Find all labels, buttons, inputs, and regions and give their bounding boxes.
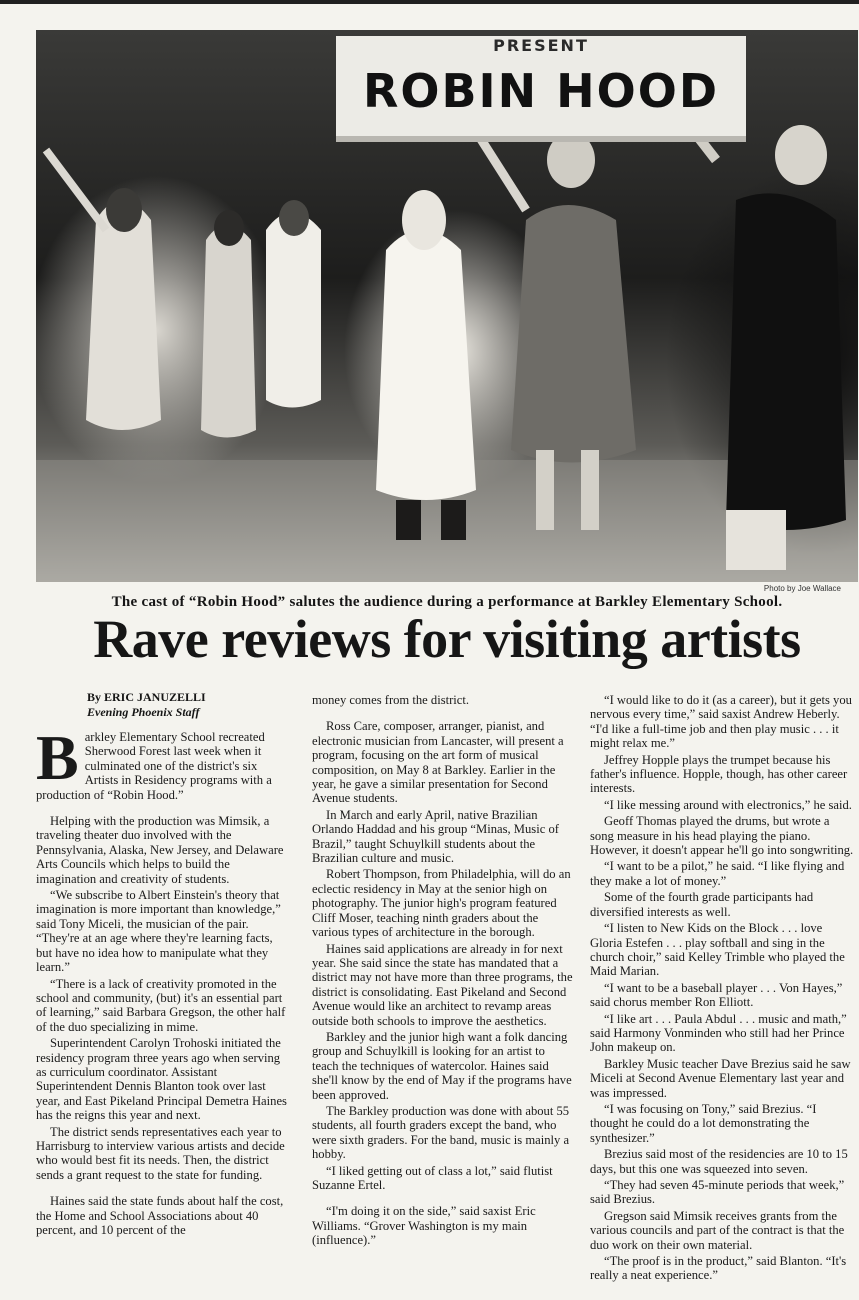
paragraph: “The proof is in the product,” said Blanton. “It's really a neat experience.” [590, 1254, 847, 1283]
article-column-3 [590, 693, 854, 1285]
paragraph: Barkley Music teacher Dave Brezius said he saw Miceli at Second Avenue Elementary last year and was impressed. [590, 1056, 851, 1100]
paragraph-text: arkley Elementary School recreated Sherwood Forest last week when it culminated one of the district's six Artists in Residency programs with a production of “Robin Hood.” [36, 730, 272, 802]
paragraph: In March and early April, native Brazilian Orlando Haddad and his group “Minas, Music of Brazil,” taught Schuylkill students about the Brazilian culture and music. [312, 807, 559, 866]
paragraph: “I liked getting out of class a lot,” said flutist Suzanne Ertel. [312, 1163, 553, 1192]
banner-top-text: PRESENT [493, 36, 589, 55]
paragraph: Haines said the state funds about half the cost, the Home and School Associations about 40 percent, and 10 percent of the [36, 1194, 284, 1237]
paragraph: money comes from the district. [312, 693, 470, 707]
drop-cap: B [36, 722, 79, 793]
paragraph: “There is a lack of creativity promoted in the school and community, (but) it's an essential part of learning,” said Barbara Gregson, the other half of the duo specializing in mime. [36, 976, 286, 1034]
paragraph: Robert Thompson, from Philadelphia, will do an eclectic residency in May at the senior high on photography. The junior high's program featured Cliff Moser, teaching ninth graders about the various types of architecture in the borough. [312, 867, 571, 940]
spacer [312, 709, 574, 719]
paragraph: Some of the fourth grade participants had diversified interests as well. [590, 890, 814, 919]
article-column-2 [312, 693, 574, 1250]
paragraph: Superintendent Carolyn Trohoski initiated the residency program three years ago when serving as curriculum coordinator. Assistant Superintendent Dennis Blanton took over last year, and East Pikeland Principal Demetra Haines has the reigns this year and next. [36, 1036, 287, 1123]
paragraph: The Barkley production was done with about 55 students, all fourth graders except the band, who were sixth graders. For the band, music is mainly a hobby. [312, 1103, 570, 1162]
robin-hood-banner [336, 36, 746, 142]
paragraph: “I like art . . . Paula Abdul . . . music and math,” said Harmony Vonminden who still had her Prince John makeup on. [590, 1011, 847, 1055]
byline-staff: Evening Phoenix Staff [87, 705, 200, 719]
paragraph: Gregson said Mimsik receives grants from the various councils and part of the contract is that the duo work on their own material. [590, 1208, 845, 1252]
spacer [312, 1194, 574, 1204]
paragraph: “I listen to New Kids on the Block . . . love Gloria Estefen . . . play softball and sing in the church choir,” said Kelley Trimble who played the Maid Marian. [590, 921, 845, 979]
photo-credit: Photo by Joe Wallace [763, 584, 841, 593]
paragraph: Ross Care, composer, arranger, pianist, and electronic musician from Lancaster, will present a program, focusing on the art form of musical composition, on May 8 at Barkley. Earlier in the year, he gave a similar presentation for Second Avenue students. [312, 719, 564, 806]
top-rule [0, 0, 859, 4]
paragraph: Geoff Thomas played the drums, but wrote a song measure in his head playing the piano. However, it doesn't appear he'll go into songwriting. [590, 814, 854, 858]
byline-author: By ERIC JANUZELLI [87, 690, 206, 704]
paragraph: Brezius said most of the residencies are 10 to 15 days, but this one was squeezed into seven. [590, 1147, 848, 1176]
paragraph: “I was focusing on Tony,” said Brezius. “I thought he could do a lot demonstrating the synthesizer.” [590, 1101, 817, 1145]
paragraph: Helping with the production was Mimsik, a traveling theater duo involved with the Pennsylvania, Alaska, New Jersey, and Delaware Arts Councils which helps to build the imagination and creativity of students. [36, 814, 284, 886]
banner-title: ROBIN HOOD [362, 64, 720, 118]
paragraph: “I would like to do it (as a career), but it gets you nervous every time,” said saxist Andrew Heberly. “I'd like a full-time job and then play music . . . it might relax me.” [590, 693, 852, 751]
paragraph: “I'm doing it on the side,” said saxist Eric Williams. “Grover Washington is my main (influence).” [312, 1204, 536, 1248]
photo-caption: The cast of “Robin Hood” salutes the audience during a performance at Barkley Elementary School. [111, 594, 783, 610]
paragraph: “We subscribe to Albert Einstein's theory that imagination is more important than knowledge,” said Tony Miceli, the musician of the pair. “They're at an age where they're learning facts, but have no idea how to manipulate what they learn.” [36, 888, 281, 975]
paragraph: Barkley and the junior high want a folk dancing group and Schuylkill is looking for an artist to teach the techniques of watercolor. Haines said she'll know by the end of May if the programs have been approved. [312, 1029, 572, 1102]
paragraph: “I like messing around with electronics,” he said. [604, 797, 852, 812]
paragraph: Jeffrey Hopple plays the trumpet because his father's influence. Hopple, though, has other career interests. [590, 752, 848, 796]
paragraph: The district sends representatives each year to Harrisburg to interview various artists and decide who would best fit its needs. Then, the district sends a grant request to the state for funding. [36, 1124, 285, 1182]
spacer [36, 804, 291, 814]
headline: Rave reviews for visiting artists [93, 609, 801, 669]
paragraph: “They had seven 45-minute periods that week,” said Brezius. [590, 1178, 845, 1207]
paragraph: Haines said applications are already in for next year. She said since the state has mandated that a district may not have more than three programs, the district is consolidating. East Pikeland and Second Avenue would like an architect to revamp areas outside both schools to improve the aesthetics. [312, 941, 573, 1028]
paragraph [36, 722, 291, 802]
spacer [36, 1184, 291, 1194]
cast-photo [36, 30, 858, 582]
article-column-1 [36, 722, 291, 1239]
byline [87, 690, 206, 720]
paragraph: “I want to be a baseball player . . . Von Hayes,” said chorus member Ron Elliott. [590, 980, 843, 1010]
paragraph: “I want to be a pilot,” he said. “I like flying and they make a lot of money.” [590, 859, 845, 888]
